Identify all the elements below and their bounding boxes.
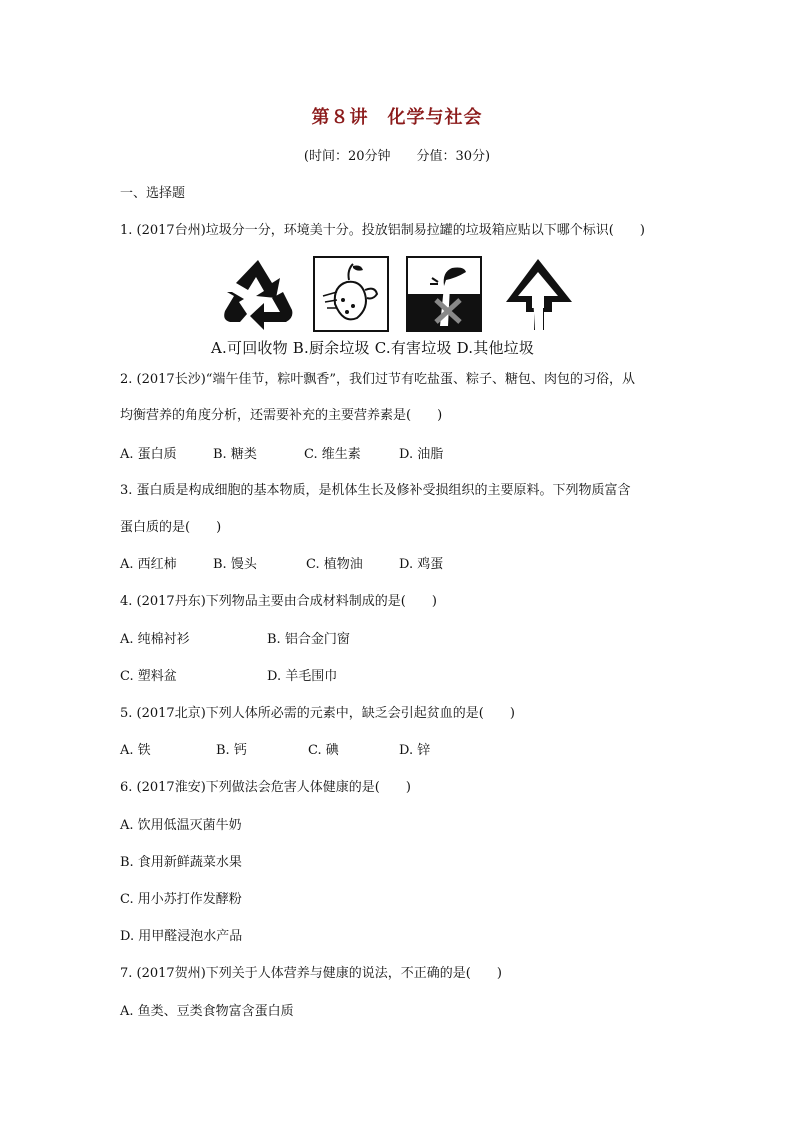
- q5-option-b: B. 钙: [216, 743, 247, 758]
- recycle-icon: [220, 256, 296, 332]
- q2-option-a: A. 蛋白质: [120, 447, 177, 462]
- question-5-text: 5. (2017北京)下列人体所必需的元素中，缺乏会引起贫血的是( ): [120, 706, 515, 721]
- page-subtitle: (时间：20分钟 分值：30分): [303, 149, 491, 164]
- question-6-text: 6. (2017淮安)下列做法会危害人体健康的是( ): [120, 780, 411, 795]
- question-2-line-1: 2. (2017长沙)“端午佳节，粽叶飘香”，我们过节有吃盐蛋、粽子、糖包、肉包的习俗，从: [120, 372, 636, 387]
- q6-option-d: D. 用甲醛浸泡水产品: [120, 929, 243, 944]
- q6-option-b: B. 食用新鲜蔬菜水果: [120, 855, 242, 870]
- page-title: 第８讲 化学与社会: [311, 107, 483, 128]
- waste-sign-caption: A.可回收物 B.厨余垃圾 C.有害垃圾 D.其他垃圾: [211, 339, 535, 357]
- q4-option-b: B. 铝合金门窗: [267, 632, 350, 647]
- q2-option-b: B. 糖类: [213, 447, 257, 462]
- q5-option-c: C. 碘: [308, 743, 339, 758]
- question-7-text: 7. (2017贺州)下列关于人体营养与健康的说法，不正确的是( ): [120, 966, 502, 981]
- kitchen-waste-icon: [313, 256, 389, 332]
- other-waste-icon: [500, 256, 576, 332]
- q6-option-c: C. 用小苏打作发酵粉: [120, 892, 242, 907]
- q3-option-d: D. 鸡蛋: [399, 557, 444, 572]
- q3-option-a: A. 西红柿: [120, 557, 177, 572]
- question-4-text: 4. (2017丹东)下列物品主要由合成材料制成的是( ): [120, 594, 437, 609]
- section-heading: 一、选择题: [120, 186, 186, 201]
- q4-option-c: C. 塑料盆: [120, 669, 177, 684]
- q5-option-a: A. 铁: [120, 743, 151, 758]
- q5-option-d: D. 锌: [399, 743, 431, 758]
- question-2-line-2: 均衡营养的角度分析，还需要补充的主要营养素是( ): [120, 408, 443, 423]
- q2-option-c: C. 维生素: [304, 447, 361, 462]
- q4-option-d: D. 羊毛围巾: [267, 669, 338, 684]
- hazardous-waste-icon: [406, 256, 482, 332]
- q7-option-a: A. 鱼类、豆类食物富含蛋白质: [120, 1004, 294, 1019]
- q2-option-d: D. 油脂: [399, 447, 444, 462]
- question-3-line-1: 3. 蛋白质是构成细胞的基本物质，是机体生长及修补受损组织的主要原料。下列物质富含: [120, 483, 631, 498]
- q3-option-c: C. 植物油: [306, 557, 363, 572]
- question-1-text: 1. (2017台州)垃圾分一分，环境美十分。投放铝制易拉罐的垃圾箱应贴以下哪个标识( ): [120, 223, 645, 238]
- q3-option-b: B. 馒头: [213, 557, 257, 572]
- q6-option-a: A. 饮用低温灭菌牛奶: [120, 818, 242, 833]
- q4-option-a: A. 纯棉衬衫: [120, 632, 190, 647]
- question-3-line-2: 蛋白质的是( ): [120, 520, 222, 535]
- waste-sign-row: [220, 256, 580, 334]
